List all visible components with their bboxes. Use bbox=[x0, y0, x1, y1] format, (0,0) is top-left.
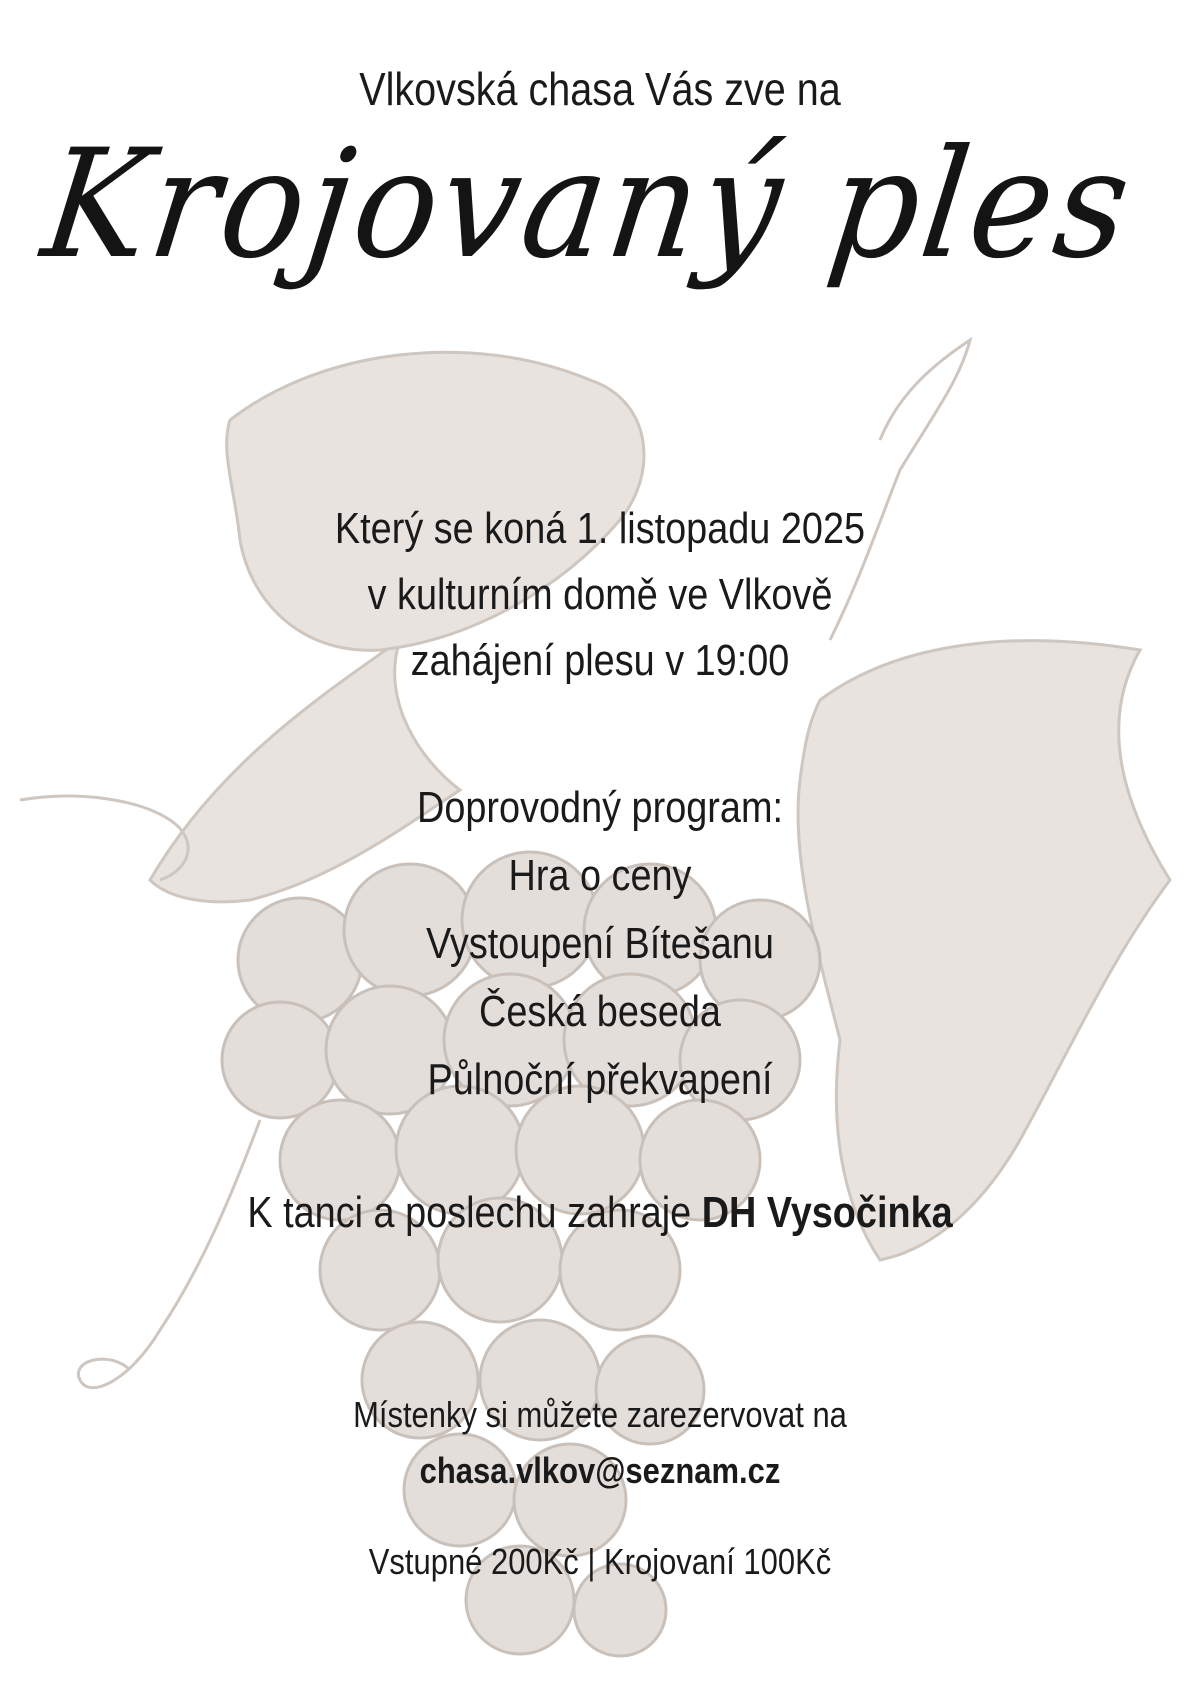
prices-line: Vstupné 200Kč | Krojovaní 100Kč bbox=[368, 1541, 832, 1582]
event-info bbox=[84, 496, 1116, 694]
page-title: Krojovaný ples bbox=[34, 118, 1143, 292]
reservation-email[interactable]: chasa.vlkov@seznam.cz bbox=[419, 1450, 781, 1491]
invite-line: Vlkovská chasa Vás zve na bbox=[359, 63, 841, 115]
program-section bbox=[84, 774, 1116, 1114]
reservation-text: Místenky si můžete zarezervovat na bbox=[353, 1394, 847, 1435]
band-name: DH Vysočinka bbox=[701, 1188, 953, 1237]
program-heading: Doprovodný program: bbox=[417, 783, 783, 832]
event-date-line: Který se koná 1. listopadu 2025 bbox=[334, 504, 866, 553]
band-line bbox=[84, 1188, 1116, 1238]
program-item: Vystoupení Bítešanu bbox=[426, 919, 774, 968]
program-item: Půlnoční překvapení bbox=[427, 1055, 773, 1104]
event-venue-line: v kulturním domě ve Vlkově bbox=[367, 570, 833, 619]
program-item: Hra o ceny bbox=[508, 851, 692, 900]
program-item: Česká beseda bbox=[479, 987, 721, 1036]
reservation-section bbox=[84, 1387, 1116, 1499]
band-text: K tanci a poslechu zahraje bbox=[247, 1188, 702, 1237]
event-start-line: zahájení plesu v 19:00 bbox=[410, 636, 790, 685]
tendril-bottom bbox=[78, 1120, 260, 1388]
